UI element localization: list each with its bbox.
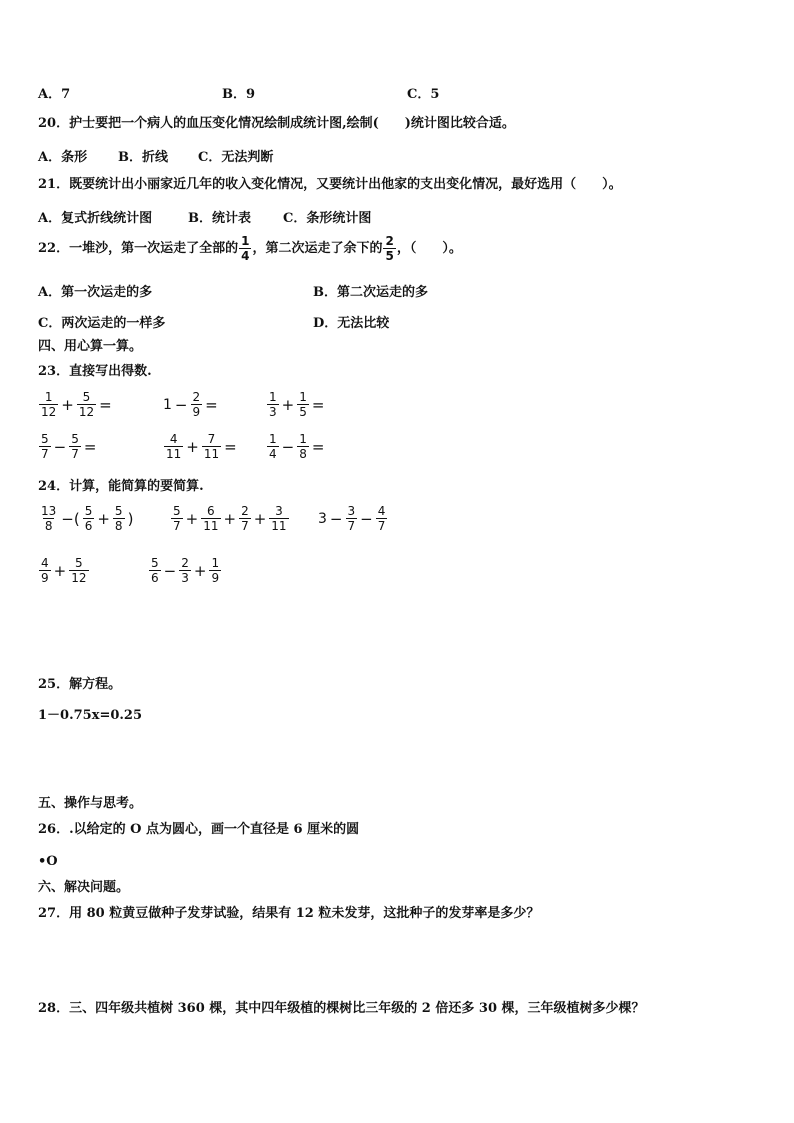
q20-option-c: C．无法判断 — [198, 150, 274, 165]
q22-fraction-2: $\frac{2}{5}$ — [385, 234, 394, 263]
q23-expr-4: $\frac{5}{7}$ − $\frac{5}{7}$ = — [41, 432, 97, 461]
q20-option-b: B．折线 — [118, 150, 168, 165]
q23-expr-3: $\frac{1}{3}$ + $\frac{1}{5}$ = — [269, 390, 325, 419]
q25-equation: 1－0.75x=0.25 — [38, 708, 143, 723]
q19-option-c: C．5 — [407, 87, 440, 102]
q24-expr-3: 3 − $\frac{3}{7}$ − $\frac{4}{7}$ — [318, 504, 386, 533]
section-5-heading: 五、操作与思考。 — [38, 796, 143, 811]
q21-option-b: B．统计表 — [188, 211, 251, 226]
q22-option-c: C．两次运走的一样多 — [38, 316, 166, 331]
q26-point-o: •O — [38, 854, 58, 869]
q25-title: 25．解方程。 — [38, 677, 122, 692]
q23-title: 23．直接写出得数. — [38, 364, 152, 379]
q24-title: 24．计算，能简算的要简算. — [38, 479, 204, 494]
q22-option-d: D．无法比较 — [313, 316, 390, 331]
q19-option-a: A．7 — [38, 87, 71, 102]
q24-expr-2: $\frac{5}{7}$ + $\frac{6}{11}$ + $\frac{2}{7}$ + $\frac{3}{11}$ — [173, 504, 287, 533]
q22-text-post: ，（ ）。 — [396, 240, 462, 256]
q22-question — [38, 234, 462, 263]
q23-expr-5: $\frac{4}{11}$ + $\frac{7}{11}$ = — [166, 432, 237, 461]
q23-expr-2: 1 − $\frac{2}{9}$ = — [163, 390, 218, 419]
section-6-heading: 六、解决问题。 — [38, 880, 130, 895]
q20-option-a: A．条形 — [38, 150, 88, 165]
q22-option-b: B．第二次运走的多 — [313, 285, 428, 300]
q21-option-a: A．复式折线统计图 — [38, 211, 153, 226]
q26-question: 26．.以给定的 O 点为圆心，画一个直径是 6 厘米的圆 — [38, 822, 360, 837]
section-4-heading: 四、用心算一算。 — [38, 339, 143, 354]
q22-text-pre: 22．一堆沙，第一次运走了全部的 — [38, 240, 239, 256]
q21-option-c: C．条形统计图 — [283, 211, 372, 226]
q24-expr-4: $\frac{4}{9}$ + $\frac{5}{12}$ — [41, 556, 87, 585]
q22-text-mid: ，第二次运走了余下的 — [252, 240, 383, 256]
q24-expr-1: $\frac{13}{8}$ −( $\frac{5}{6}$ + $\frac{5}{8}$ ) — [41, 504, 134, 533]
q20-question: 20．护士要把一个病人的血压变化情况绘制成统计图,绘制( )统计图比较合适。 — [38, 116, 515, 131]
q24-expr-5: $\frac{5}{6}$ − $\frac{2}{3}$ + $\frac{1}{9}$ — [151, 556, 220, 585]
q22-option-a: A．第一次运走的多 — [38, 285, 153, 300]
q27-question: 27．用 80 粒黄豆做种子发芽试验，结果有 12 粒未发芽，这批种子的发芽率是多少？ — [38, 906, 540, 921]
q28-question: 28．三、四年级共植树 360 棵，其中四年级植的棵树比三年级的 2 倍还多 30 棵，三年级植树多少棵？ — [38, 1001, 645, 1016]
q23-expr-1: $\frac{1}{12}$ + $\frac{5}{12}$ = — [41, 390, 112, 419]
q22-fraction-1: $\frac{1}{4}$ — [241, 234, 250, 263]
q19-option-b: B．9 — [222, 87, 256, 102]
q21-question: 21．既要统计出小丽家近几年的收入变化情况，又要统计出他家的支出变化情况，最好选用（ ）。 — [38, 177, 622, 192]
q23-expr-6: $\frac{1}{4}$ − $\frac{1}{8}$ = — [269, 432, 325, 461]
